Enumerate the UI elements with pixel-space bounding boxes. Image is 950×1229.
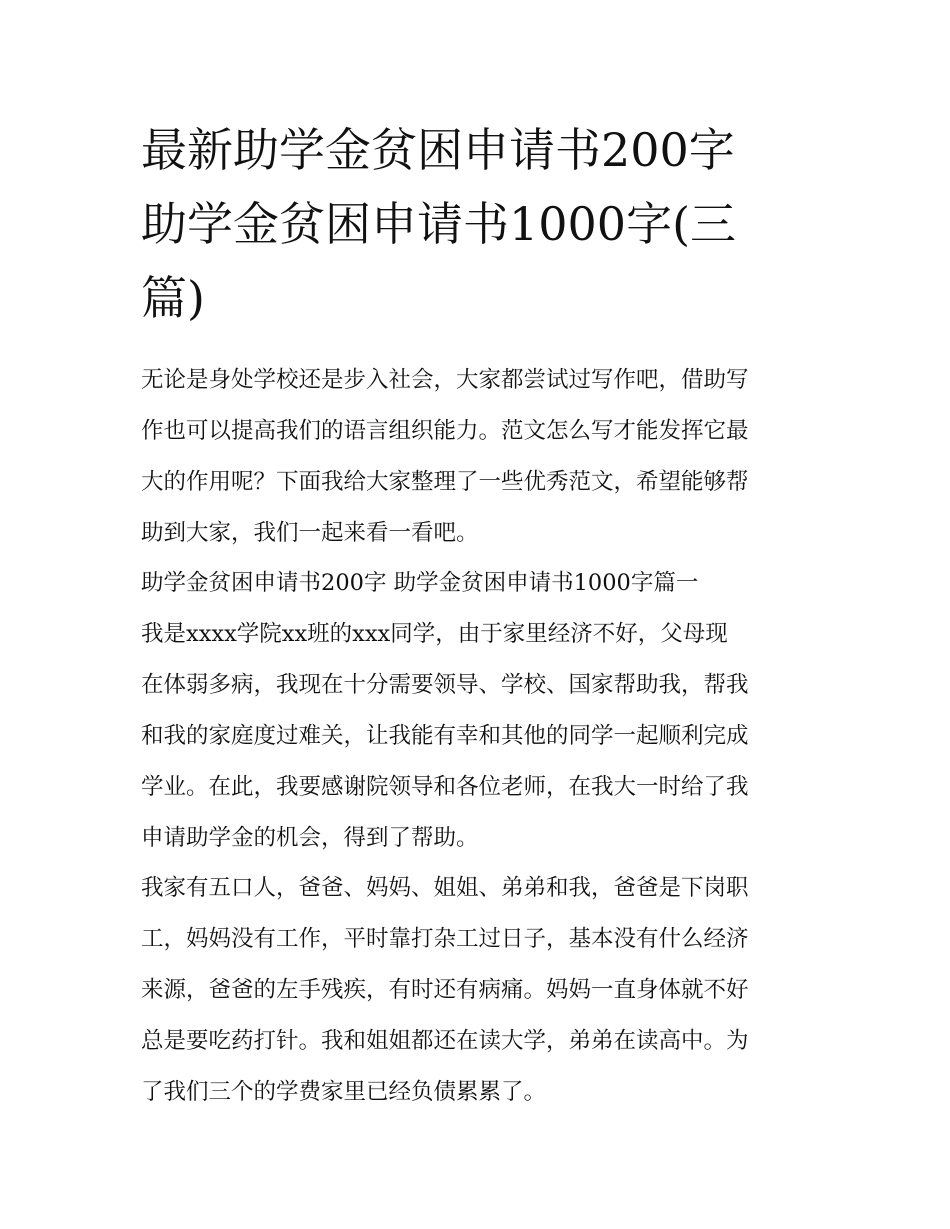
- text-line: 无论是身处学校还是步入社会，大家都尝试过写作吧，借助写: [141, 367, 749, 393]
- intro-paragraph: [141, 355, 813, 559]
- text-line: 大的作用呢？下面我给大家整理了一些优秀范文，希望能够帮: [141, 469, 749, 495]
- text-line: 我家有五口人，爸爸、妈妈、姐姐、弟弟和我，爸爸是下岗职: [141, 875, 749, 901]
- text-line: 我是xxxx学院xx班的xxx同学，由于家里经济不好，父母现: [141, 621, 728, 647]
- text-line: 和我的家庭度过难关，让我能有幸和其他的同学一起顺利完成: [141, 723, 749, 749]
- title-line: 助学金贫困申请书1000字(三: [141, 197, 737, 251]
- text-line: 助学金贫困申请书200字 助学金贫困申请书1000字篇一: [141, 570, 699, 596]
- text-line: 学业。在此，我要感谢院领导和各位老师，在我大一时给了我: [141, 774, 749, 800]
- text-line: 助到大家，我们一起来看一看吧。: [141, 520, 479, 546]
- body-paragraph-1: [141, 609, 813, 864]
- text-line: 了我们三个的学费家里已经负债累累了。: [141, 1079, 547, 1105]
- text-line: 作也可以提高我们的语言组织能力。范文怎么写才能发挥它最: [141, 418, 749, 444]
- body-paragraph-2: [141, 863, 813, 1118]
- text-line: 总是要吃药打针。我和姐姐都还在读大学，弟弟在读高中。为: [141, 1028, 749, 1054]
- text-line: 申请助学金的机会，得到了帮助。: [141, 825, 479, 851]
- document-title: [141, 113, 813, 335]
- text-line: 来源，爸爸的左手残疾，有时还有病痛。妈妈一直身体就不好: [141, 977, 749, 1003]
- section-heading: [141, 558, 813, 609]
- text-line: 在体弱多病，我现在十分需要领导、学校、国家帮助我，帮我: [141, 672, 749, 698]
- title-line: 最新助学金贫困申请书200字: [141, 123, 735, 177]
- text-line: 工，妈妈没有工作，平时靠打杂工过日子，基本没有什么经济: [141, 926, 749, 952]
- title-line: 篇): [141, 271, 205, 325]
